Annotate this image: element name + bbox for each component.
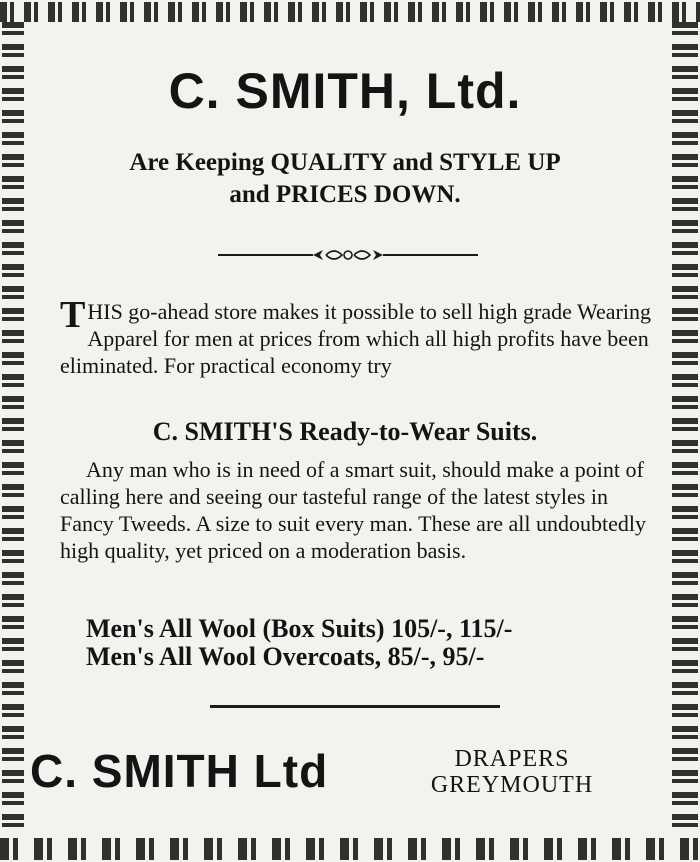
drop-cap: T (60, 294, 86, 336)
footer-location (412, 746, 612, 798)
decorative-border-left (2, 22, 24, 836)
advert-headline: C. SMITH, Ltd. (168, 63, 522, 119)
tagline-line-2: and PRICES DOWN. (229, 181, 461, 208)
price-line-overcoats: Men's All Wool Overcoats, 85/-, 95/- (86, 642, 485, 671)
description-paragraph: Any man who is in need of a smart suit, should make a point of calling here and seeing our tasteful range of the latest styles in Fancy Tweeds. A size to suit every man. These are all undoubtedly high quality, yet priced on a moderation basis. (60, 457, 647, 563)
intro-paragraph (60, 294, 660, 379)
decorative-border-top (0, 2, 700, 22)
ornament-divider-icon (218, 244, 478, 266)
horizontal-rule (210, 705, 500, 708)
price-line-suits: Men's All Wool (Box Suits) 105/-, 115/- (86, 614, 513, 643)
intro-paragraph-text: HIS go-ahead store makes it possible to sell high grade Wearing Apparel for men at prices from which all high profits have been eliminated. For practical economy try (60, 299, 651, 378)
footer-trade: DRAPERS (454, 746, 570, 772)
footer-town: GREYMOUTH (430, 772, 594, 798)
footer-store-name: C. SMITH Ltd (30, 745, 329, 797)
product-subheading: C. SMITH'S Ready-to-Wear Suits. (152, 417, 538, 446)
decorative-border-right (672, 22, 698, 836)
decorative-border-bottom (0, 838, 700, 860)
tagline-line-1: Are Keeping QUALITY and STYLE UP (129, 149, 561, 176)
